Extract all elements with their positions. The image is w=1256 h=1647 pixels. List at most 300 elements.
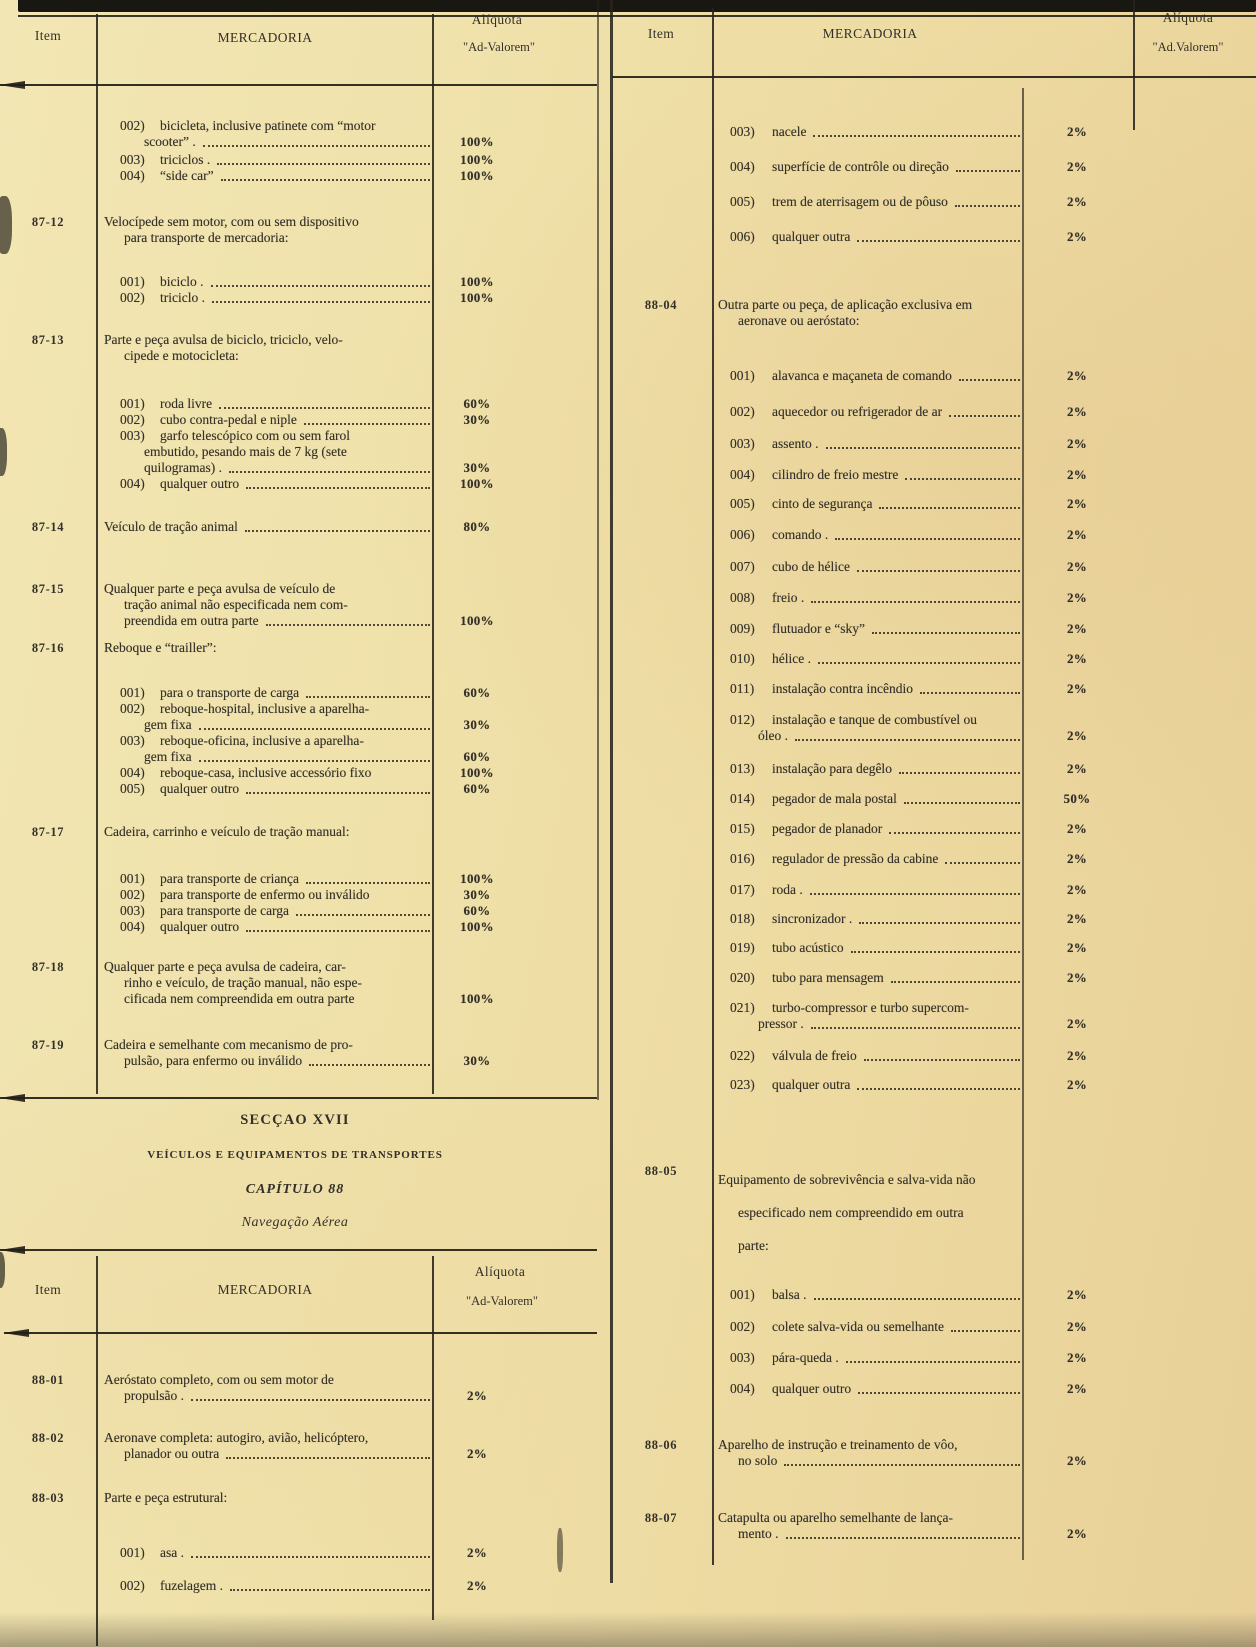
ad-valorem-rate [1022, 229, 1132, 245]
right-table-header-rate-rule [1133, 0, 1135, 130]
mercadoria-cell [712, 590, 1022, 606]
tariff-subrow [610, 229, 1132, 245]
item-code [610, 436, 712, 452]
tariff-subrow [610, 159, 1132, 175]
rate-value: 2% [1066, 1526, 1088, 1541]
item-code [0, 412, 96, 428]
sub-item-number: 005) [120, 781, 145, 796]
sub-item-number: 016) [730, 851, 755, 866]
dotted-leader [221, 168, 430, 181]
ad-valorem-rate [1022, 559, 1132, 575]
ad-valorem-rate [432, 412, 522, 428]
tariff-subrow [610, 911, 1132, 927]
mercadoria-line [712, 1229, 1022, 1262]
sub-item-number: 008) [730, 590, 755, 605]
mercadoria-line [712, 194, 1022, 210]
ad-valorem-rate [432, 733, 522, 765]
sub-item-number: 009) [730, 621, 755, 636]
mercadoria-line [96, 412, 432, 428]
mercadoria-line [96, 701, 432, 717]
mercadoria-line [96, 274, 432, 290]
sub-item-number: 019) [730, 940, 755, 955]
tariff-subrow [610, 1077, 1132, 1093]
tariff-subrow [610, 124, 1132, 140]
item-code [610, 621, 712, 637]
rate-value: 100% [460, 152, 494, 167]
ad-valorem-rate [1022, 1510, 1132, 1542]
ad-valorem-rate [1022, 159, 1132, 175]
rate-value: 30% [463, 412, 491, 427]
tariff-subrow [0, 396, 522, 412]
mercadoria-text: trem de aterrisagem ou de pôuso [772, 194, 948, 209]
sub-item-number: 001) [730, 368, 755, 383]
mercadoria-cell [712, 1163, 1022, 1262]
tariff-row-88-01 [0, 1372, 522, 1404]
tariff-subrow [0, 919, 522, 935]
mercadoria-cell [712, 1381, 1022, 1397]
mercadoria-line [712, 1381, 1022, 1397]
tariff-row-87-17 [0, 824, 522, 840]
tariff-row-87-16 [0, 640, 522, 656]
ad-valorem-rate [432, 1545, 522, 1561]
mercadoria-line [712, 791, 1022, 807]
dotted-leader [226, 1446, 430, 1459]
mercadoria-cell [712, 791, 1022, 807]
mercadoria-line [96, 824, 432, 840]
mercadoria-line [96, 118, 432, 134]
sub-item-number: 018) [730, 911, 755, 926]
rate-value: 30% [463, 887, 491, 902]
mercadoria-text: pegador de planador [772, 821, 883, 836]
ad-valorem-rate [1022, 1077, 1132, 1093]
item-code [0, 118, 96, 150]
rate-value: 2% [466, 1545, 488, 1560]
tariff-subrow [0, 274, 522, 290]
scan-bottom-shadow [0, 1612, 1256, 1647]
rate-value: 2% [466, 1578, 488, 1593]
mercadoria-text: “side car” [160, 168, 214, 183]
dotted-leader [246, 919, 430, 932]
ad-valorem-rate [432, 118, 522, 150]
mercadoria-cell [712, 229, 1022, 245]
rate-value: 100% [460, 134, 494, 149]
tariff-subrow [0, 118, 522, 150]
rate-value: 30% [463, 460, 491, 475]
dotted-leader [230, 1578, 430, 1591]
sub-item-number: 001) [730, 1287, 755, 1302]
ad-valorem-rate [1022, 297, 1132, 329]
tariff-subrow [610, 970, 1132, 986]
mercadoria-cell [96, 919, 432, 935]
dotted-leader [920, 681, 1020, 694]
sub-item-number: 011) [730, 681, 755, 696]
mercadoria-cell [712, 1319, 1022, 1335]
mercadoria-text: pegador de mala postal [772, 791, 897, 806]
mercadoria-line [712, 1048, 1022, 1064]
ad-valorem-rate [432, 765, 522, 781]
tariff-subrow [0, 290, 522, 306]
dotted-leader [899, 761, 1020, 774]
tariff-subrow [0, 701, 522, 733]
mercadoria-text: freio . [772, 590, 805, 605]
tariff-subrow [610, 404, 1132, 420]
tariff-row-87-19 [0, 1037, 522, 1069]
ad-valorem-rate [432, 640, 522, 656]
sub-item-number: 003) [730, 124, 755, 139]
mercadoria-cell [96, 903, 432, 919]
item-code: 87-13 [31, 333, 65, 347]
mercadoria-cell [712, 1350, 1022, 1366]
rate-value: 100% [460, 765, 494, 780]
item-code [0, 701, 96, 733]
dotted-leader [814, 1287, 1021, 1300]
sub-item-number: 001) [120, 396, 145, 411]
item-code [610, 404, 712, 420]
mercadoria-cell [712, 1048, 1022, 1064]
rate-value: 2% [1066, 559, 1088, 574]
item-code: 87-14 [31, 520, 65, 534]
ad-valorem-rate [1022, 527, 1132, 543]
mercadoria-text: cipede e motocicleta: [124, 348, 239, 363]
mercadoria-text: asa . [160, 1545, 184, 1560]
mercadoria-text: gem fixa [144, 749, 192, 764]
item-code [0, 765, 96, 781]
dotted-leader [304, 412, 430, 425]
dotted-leader [784, 1453, 1020, 1466]
mercadoria-line [96, 749, 432, 765]
dotted-leader [245, 519, 430, 532]
mercadoria-line [712, 651, 1022, 667]
item-code [0, 781, 96, 797]
mercadoria-cell [96, 412, 432, 428]
mercadoria-text: Catapulta ou aparelho semelhante de lança- [718, 1510, 954, 1525]
mercadoria-line [712, 1016, 1022, 1032]
item-code [610, 559, 712, 575]
mercadoria-cell [96, 959, 432, 1007]
mercadoria-cell [712, 851, 1022, 867]
item-code [610, 791, 712, 807]
ad-valorem-rate [432, 168, 522, 184]
tariff-row-87-14 [0, 519, 522, 535]
item-code [610, 527, 712, 543]
mercadoria-cell [712, 940, 1022, 956]
mercadoria-text: gem fixa [144, 717, 192, 732]
mercadoria-line [96, 613, 432, 629]
dotted-leader [203, 134, 430, 147]
dotted-leader [246, 781, 430, 794]
ad-valorem-rate [1022, 712, 1132, 744]
item-code [610, 911, 712, 927]
mercadoria-text: cinto de segurança [772, 496, 873, 511]
item-code [610, 496, 712, 512]
item-code: 87-16 [31, 641, 65, 655]
tariff-subrow [610, 1048, 1132, 1064]
mercadoria-text: instalação para degêlo [772, 761, 892, 776]
sub-item-number: 002) [730, 404, 755, 419]
rate-value: 2% [1066, 940, 1088, 955]
dotted-leader [864, 1048, 1020, 1061]
tariff-subrow [610, 559, 1132, 575]
mercadoria-cell [712, 297, 1022, 329]
dotted-leader [296, 903, 430, 916]
mercadoria-line [96, 1446, 432, 1462]
mercadoria-text: turbo-compressor e turbo supercom- [772, 1000, 969, 1015]
mercadoria-cell [96, 396, 432, 412]
item-code [0, 428, 96, 476]
tariff-subrow [0, 765, 522, 781]
ad-valorem-rate [1022, 791, 1132, 807]
sub-item-number: 006) [730, 229, 755, 244]
tariff-subrow [0, 152, 522, 168]
mercadoria-line [712, 1287, 1022, 1303]
rate-value: 2% [466, 1446, 488, 1461]
rate-value: 2% [1066, 1350, 1088, 1365]
ad-valorem-rate [1022, 940, 1132, 956]
sub-item-number: 001) [120, 1545, 145, 1560]
rate-value: 100% [460, 290, 494, 305]
dotted-leader [945, 851, 1020, 864]
right-header-ad-valorem: "Ad.Valorem" [1152, 40, 1224, 54]
mercadoria-line [96, 348, 432, 364]
sub-item-number: 010) [730, 651, 755, 666]
tariff-subrow [610, 1319, 1132, 1335]
item-code [610, 229, 712, 245]
mercadoria-line [96, 903, 432, 919]
ad-valorem-rate [1022, 404, 1132, 420]
mercadoria-line [712, 911, 1022, 927]
mercadoria-line [712, 527, 1022, 543]
mercadoria-cell [712, 496, 1022, 512]
tariff-subrow [610, 496, 1132, 512]
mercadoria-line [712, 851, 1022, 867]
ad-valorem-rate [432, 887, 522, 903]
mercadoria-text: instalação e tanque de combustível ou [772, 712, 978, 727]
mercadoria-line [96, 733, 432, 749]
mercadoria-text: tubo acústico [772, 940, 844, 955]
item-code: 88-06 [644, 1438, 678, 1452]
item-code: 88-07 [644, 1511, 678, 1525]
scan-top-bar [18, 0, 1256, 12]
dotted-leader [266, 613, 430, 626]
tariff-subrow [610, 882, 1132, 898]
sub-item-number: 021) [730, 1000, 755, 1015]
mercadoria-line [712, 313, 1022, 329]
mercadoria-cell [712, 1000, 1022, 1032]
mercadoria-text: superfície de contrôle ou direção [772, 159, 949, 174]
rate-value: 2% [1066, 821, 1088, 836]
item-code: 87-19 [31, 1038, 65, 1052]
mercadoria-cell [96, 168, 432, 184]
dotted-leader [306, 871, 430, 884]
tariff-subrow [610, 621, 1132, 637]
mercadoria-cell [96, 1490, 432, 1506]
ad-valorem-rate [1022, 590, 1132, 606]
mercadoria-text: qualquer outro [160, 476, 240, 491]
mercadoria-line [96, 1372, 432, 1388]
tariff-subrow [0, 1578, 522, 1594]
tariff-row-87-15 [0, 581, 522, 629]
right-header-mercadoria: MERCADORIA [822, 26, 918, 41]
sub-item-number: 004) [120, 168, 145, 183]
dotted-leader [904, 791, 1020, 804]
ad-valorem-rate [1022, 124, 1132, 140]
ad-valorem-rate [432, 476, 522, 492]
mercadoria-line [712, 1196, 1022, 1229]
mercadoria-cell [712, 821, 1022, 837]
mercadoria-text: válvula de freio [772, 1048, 857, 1063]
ad-valorem-rate [1022, 1000, 1132, 1032]
ad-valorem-rate [1022, 1350, 1132, 1366]
mercadoria-cell [712, 194, 1022, 210]
item-code [0, 290, 96, 306]
mercadoria-text: Parte e peça estrutural: [104, 1490, 228, 1505]
item-code: 87-12 [31, 215, 65, 229]
mercadoria-cell [712, 124, 1022, 140]
ad-valorem-rate [432, 1490, 522, 1506]
mercadoria-cell [96, 781, 432, 797]
rate-value: 2% [1066, 1048, 1088, 1063]
item-code: 88-01 [31, 1373, 65, 1387]
mercadoria-line [712, 681, 1022, 697]
mercadoria-line [96, 1037, 432, 1053]
dotted-leader [191, 1545, 430, 1558]
rate-value: 30% [463, 1053, 491, 1068]
mercadoria-cell [96, 274, 432, 290]
ad-valorem-rate [1022, 1287, 1132, 1303]
item-code [610, 159, 712, 175]
rate-value: 2% [1066, 1287, 1088, 1302]
dotted-leader [857, 559, 1020, 572]
mercadoria-line [712, 467, 1022, 483]
mercadoria-line [712, 368, 1022, 384]
dotted-leader [857, 1077, 1020, 1090]
ad-valorem-rate [1022, 467, 1132, 483]
item-code: 88-05 [644, 1164, 678, 1178]
mercadoria-text: óleo . [758, 728, 788, 743]
mercadoria-line [712, 728, 1022, 744]
mercadoria-line [96, 597, 432, 613]
mercadoria-cell [712, 882, 1022, 898]
sub-item-number: 002) [120, 701, 145, 716]
sub-item-number: 003) [120, 733, 145, 748]
mercadoria-cell [96, 871, 432, 887]
mercadoria-text: para o transporte de carga [160, 685, 300, 700]
mercadoria-text: instalação contra incêndio [772, 681, 913, 696]
rate-value: 2% [1066, 1381, 1088, 1396]
dotted-leader [949, 404, 1020, 417]
mercadoria-text: qualquer outra [772, 229, 851, 244]
tariff-subrow [0, 1545, 522, 1561]
rule-arrowhead [0, 1094, 25, 1102]
mercadoria-text: Qualquer parte e peça avulsa de veículo de [104, 581, 336, 596]
mercadoria-cell [712, 1287, 1022, 1303]
item-code: 88-04 [644, 298, 678, 312]
sub-item-number: 002) [120, 887, 145, 902]
mercadoria-line [96, 781, 432, 797]
sub-item-number: 002) [120, 118, 145, 133]
tariff-row-87-13 [0, 332, 522, 364]
mercadoria-line [96, 959, 432, 975]
mercadoria-line [96, 396, 432, 412]
sub-item-number: 014) [730, 791, 755, 806]
mercadoria-line [96, 887, 432, 903]
rate-value: 60% [463, 685, 491, 700]
rate-value: 2% [1066, 590, 1088, 605]
item-code: 87-18 [31, 960, 65, 974]
mercadoria-text: pára-queda . [772, 1350, 839, 1365]
rule-arrowhead [0, 1246, 25, 1254]
mercadoria-cell [96, 640, 432, 656]
rate-value: 50% [1063, 791, 1091, 806]
mercadoria-text: comando . [772, 527, 829, 542]
mercadoria-cell [96, 519, 432, 535]
tariff-subrow [610, 1000, 1132, 1032]
mercadoria-text: pressor . [758, 1016, 804, 1031]
mercadoria-cell [712, 1510, 1022, 1542]
mercadoria-text: Reboque e “trailler”: [104, 640, 217, 655]
section-subtitle: VEÍCULOS E EQUIPAMENTOS DE TRANSPORTES [147, 1149, 443, 1161]
sub-item-number: 003) [120, 428, 145, 443]
item-code [0, 152, 96, 168]
ad-valorem-rate [1022, 496, 1132, 512]
dotted-leader [891, 970, 1020, 983]
mercadoria-text: nacele [772, 124, 807, 139]
ad-valorem-rate [432, 332, 522, 364]
mercadoria-cell [96, 1545, 432, 1561]
tariff-subrow [0, 781, 522, 797]
mercadoria-text: embutido, pesando mais de 7 kg (sete [144, 444, 347, 459]
mercadoria-line [96, 444, 432, 460]
mercadoria-line [712, 124, 1022, 140]
mercadoria-text: alavanca e maçaneta de comando [772, 368, 952, 383]
mercadoria-cell [96, 290, 432, 306]
dotted-leader [905, 467, 1020, 480]
rate-value: 100% [460, 274, 494, 289]
item-code [0, 168, 96, 184]
mercadoria-cell [96, 824, 432, 840]
mercadoria-line [712, 1437, 1022, 1453]
mercadoria-line [96, 476, 432, 492]
tariff-subrow [610, 940, 1132, 956]
mercadoria-text: especificado nem compreendido em outra [738, 1205, 964, 1220]
item-code [610, 970, 712, 986]
mercadoria-text: Velocípede sem motor, com ou sem dispositivo [104, 214, 359, 229]
mercadoria-line [96, 168, 432, 184]
mercadoria-cell [712, 681, 1022, 697]
ad-valorem-rate [432, 959, 522, 1007]
tariff-row-87-18 [0, 959, 522, 1007]
item-code [610, 1287, 712, 1303]
item-code [0, 476, 96, 492]
left-header-mercadoria: MERCADORIA [217, 30, 313, 45]
dotted-leader [872, 621, 1020, 634]
mercadoria-text: rinho e veículo, de tração manual, não espe- [124, 975, 363, 990]
item-code [610, 467, 712, 483]
mercadoria-line [712, 1350, 1022, 1366]
mercadoria-line [712, 559, 1022, 575]
item-code [0, 887, 96, 903]
tariff-subrow [610, 590, 1132, 606]
item-code [0, 871, 96, 887]
rate-value: 2% [1066, 882, 1088, 897]
sub-item-number: 003) [120, 152, 145, 167]
left-header-aliquota: Alíquota [471, 12, 523, 27]
mercadoria-cell [712, 761, 1022, 777]
rate-value: 2% [1066, 467, 1088, 482]
mercadoria-cell [712, 467, 1022, 483]
sub-item-number: 023) [730, 1077, 755, 1092]
dotted-leader [199, 749, 430, 762]
